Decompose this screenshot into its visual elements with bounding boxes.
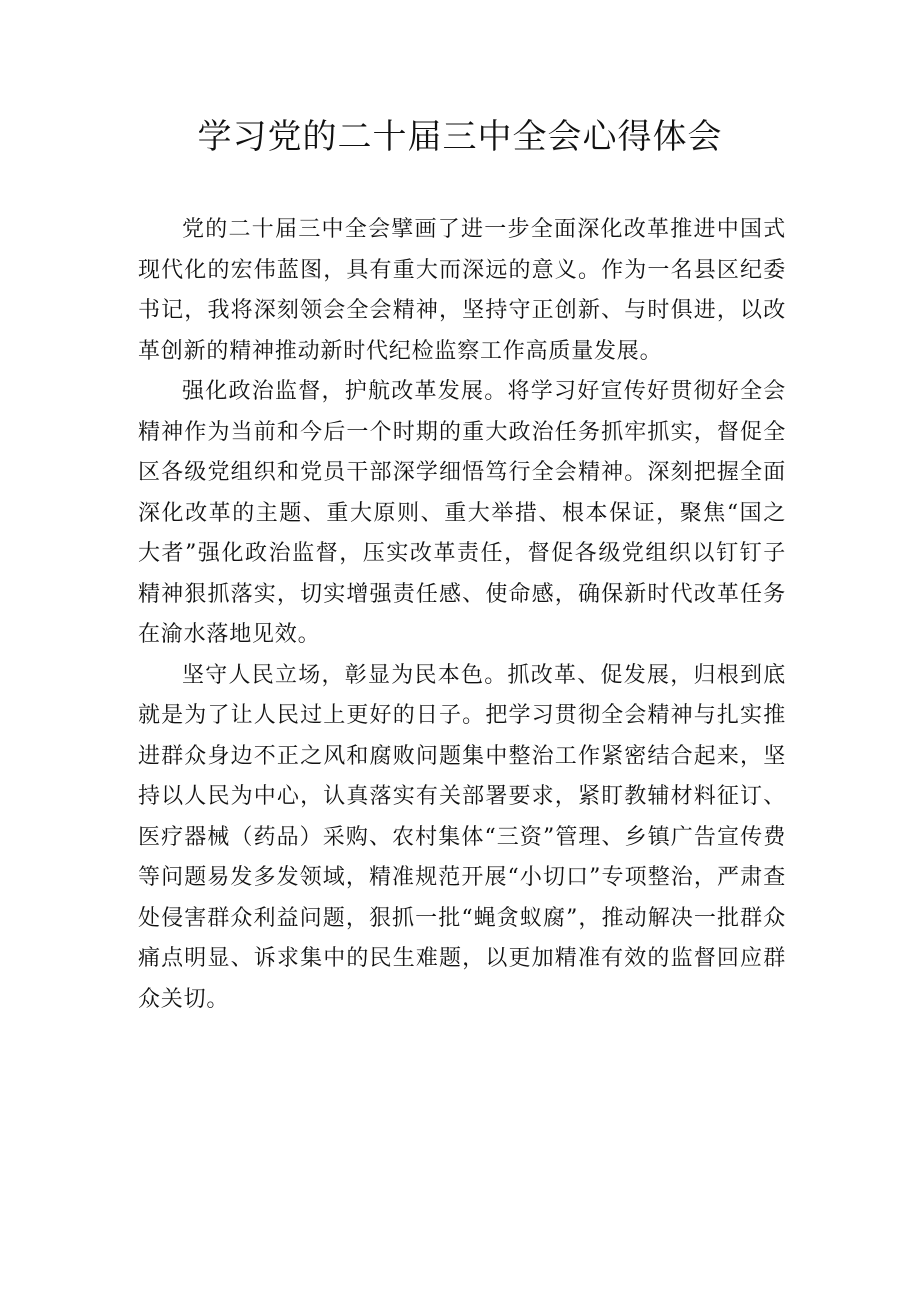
paragraph: 强化政治监督，护航改革发展。将学习好宣传好贯彻好全会精神作为当前和今后一个时期的重大政治任务抓牢抓实，督促全区各级党组织和党员干部深学细悟笃行全会精神。深刻把握全面深化改革的主题、重大原则、重大举措、根本保证，聚焦“国之大者”强化政治监督，压实改革责任，督促各级党组织以钉钉子精神狠抓落实，切实增强责任感、使命感，确保新时代改革任务在渝水落地见效。 [138, 379, 786, 647]
document-body [138, 210, 786, 1020]
paragraph: 党的二十届三中全会擘画了进一步全面深化改革推进中国式现代化的宏伟蓝图，具有重大而深远的意义。作为一名县区纪委书记，我将深刻领会全会精神，坚持守正创新、与时俱进，以改革创新的精神推动新时代纪检监察工作高质量发展。 [138, 217, 786, 364]
paragraph: 坚守人民立场，彰显为民本色。抓改革、促发展，归根到底就是为了让人民过上更好的日子。把学习贯彻全会精神与扎实推进群众身边不正之风和腐败问题集中整治工作紧密结合起来，坚持以人民为中心，认真落实有关部署要求，紧盯教辅材料征订、医疗器械（药品）采购、农村集体“三资”管理、乡镇广告宣传费等问题易发多发领域，精准规范开展“小切口”专项整治，严肃查处侵害群众利益问题，狠抓一批“蝇贪蚁腐”，推动解决一批群众痛点明显、诉求集中的民生难题，以更加精准有效的监督回应群众关切。 [138, 662, 786, 1012]
document-title: 学习党的二十届三中全会心得体会 [197, 117, 723, 157]
